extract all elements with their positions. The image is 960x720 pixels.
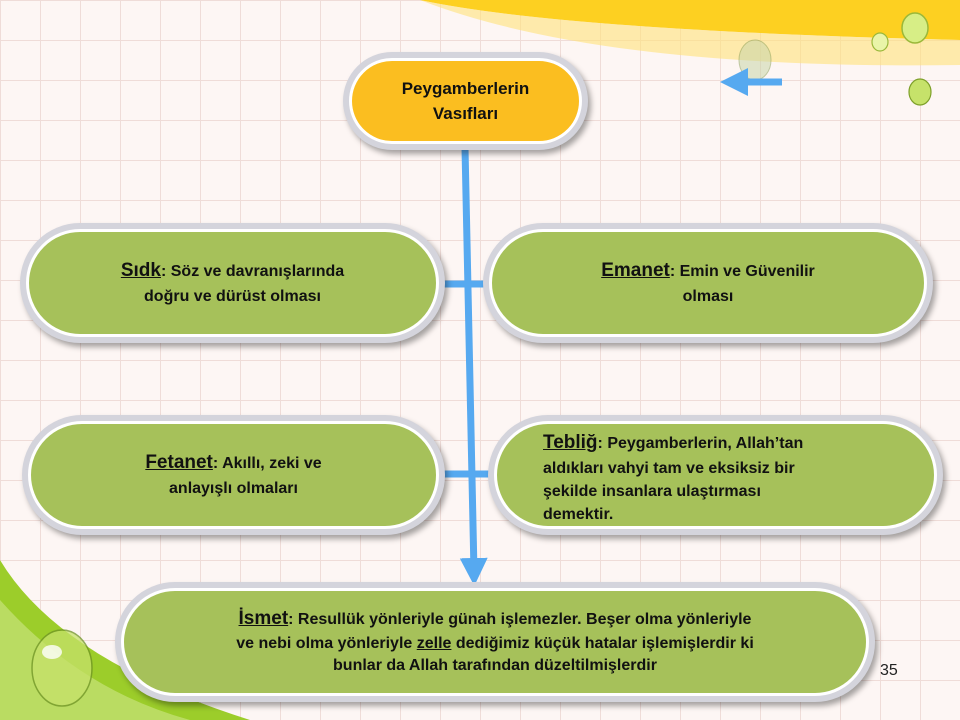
ismet-desc-line2a: ve nebi olma yönleriyle	[236, 634, 417, 652]
title-line1: Peygamberlerin	[401, 78, 530, 98]
fetanet-term: Fetanet	[145, 451, 213, 473]
ismet-desc-line2b: dediğimiz küçük hatalar işlemişlerdir ki	[451, 634, 754, 652]
title-box	[343, 52, 588, 150]
teblig-desc-line1: : Peygamberlerin, Allah’tan	[597, 435, 804, 453]
page-number: 35	[880, 662, 898, 679]
teblig-term: Tebliğ	[543, 432, 598, 454]
teblig-desc-line2: aldıkları vahyi tam ve eksiksiz bir	[543, 460, 795, 477]
emanet-term: Emanet	[601, 259, 670, 281]
teblig-desc-line4: demektir.	[543, 506, 614, 524]
emanet-box	[483, 223, 933, 343]
ismet-term: İsmet	[238, 607, 289, 629]
ismet-zelle: zelle	[416, 634, 452, 652]
ismet-box	[115, 582, 875, 702]
sidk-box	[20, 223, 445, 343]
teblig-desc-line3: şekilde insanlara ulaştırması	[543, 483, 761, 501]
sidk-term: Sıdk	[120, 259, 161, 281]
sidk-desc-line1: : Söz ve davranışlarında	[160, 262, 345, 280]
fetanet-box	[22, 415, 445, 535]
emanet-desc-line1: : Emin ve Güvenilir	[669, 262, 815, 280]
emanet-desc-line2: olması	[682, 288, 734, 306]
teblig-box	[488, 415, 943, 535]
fetanet-desc-line2: anlayışlı olmaları	[169, 480, 298, 498]
sidk-desc-line2: doğru ve dürüst olması	[144, 288, 321, 306]
fetanet-desc-line1: : Akıllı, zeki ve	[212, 454, 322, 472]
ismet-desc-line3: bunlar da Allah tarafından düzeltilmişlerdir	[333, 657, 657, 675]
vertical-arrow	[465, 148, 474, 572]
ismet-desc-line1: : Resullük yönleriyle günah işlemezler. Beşer olma yönleriyle	[288, 610, 752, 628]
title-line2: Vasıfları	[432, 104, 499, 123]
